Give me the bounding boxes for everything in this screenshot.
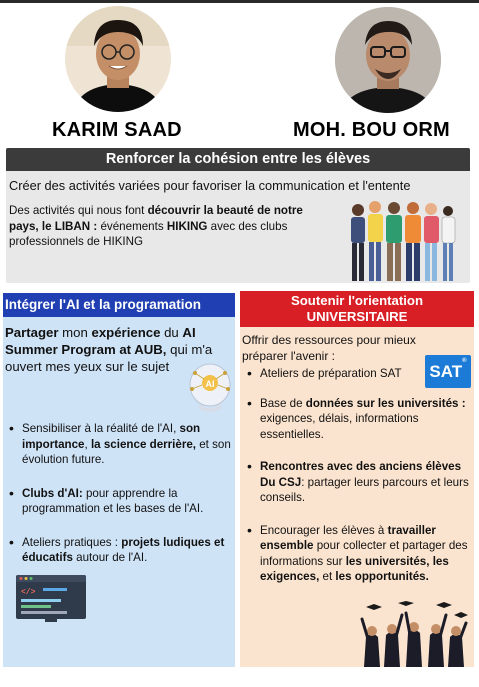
top-border-line bbox=[0, 0, 479, 3]
cohesion-body-bold: découvrir la beauté de notre pays, le LIBAN : bbox=[9, 204, 303, 233]
list-item-text: autour de l'AI. bbox=[72, 551, 148, 564]
list-item-text: Sensibiliser à la réalité de l'AI, bbox=[22, 422, 180, 435]
list-item bbox=[246, 366, 472, 382]
portrait-moh-icon bbox=[335, 7, 441, 113]
graduates-throwing-caps-illustration-icon bbox=[358, 601, 468, 667]
cohesion-title: Renforcer la cohésion entre les élèves bbox=[6, 148, 470, 171]
orientation-bullet-list bbox=[246, 366, 472, 602]
ai-intro-bold: expérience bbox=[91, 325, 161, 340]
list-item bbox=[246, 523, 472, 585]
name-moh: MOH. BOU ORM bbox=[293, 119, 450, 141]
avatar-moh bbox=[335, 7, 441, 113]
list-item bbox=[246, 396, 472, 443]
sat-logo-mark: ® bbox=[462, 358, 467, 364]
group-of-students-illustration-icon bbox=[344, 201, 456, 283]
list-item-text: pour apprendre la programmation et les bases de l'AI. bbox=[22, 486, 204, 515]
ai-intro-bold: Partager bbox=[5, 325, 59, 340]
list-item-bold: projets ludiques et éducatifs bbox=[22, 535, 225, 564]
cohesion-body-bold: HIKING bbox=[166, 219, 208, 233]
list-item-bold: travailler ensemble bbox=[260, 523, 436, 552]
list-item-bold: les opportunités. bbox=[335, 570, 429, 583]
ai-intro-text: qui m'a ouvert mes yeux sur le sujet bbox=[5, 342, 213, 374]
list-item-text: Ateliers de préparation SAT bbox=[260, 367, 402, 380]
list-item bbox=[246, 459, 472, 506]
ai-section-title: Intégrer l'AI et la programation bbox=[3, 293, 235, 317]
ai-intro-text: du bbox=[160, 325, 183, 340]
orientation-section-title: Soutenir l'orientation UNIVERSITAIRE bbox=[240, 291, 474, 327]
name-karim: KARIM SAAD bbox=[52, 119, 182, 141]
list-item-text: Base de bbox=[260, 396, 306, 410]
list-item-bold: données sur les universités : bbox=[305, 396, 466, 410]
list-item-text: , bbox=[84, 437, 91, 451]
ai-bullet-list bbox=[8, 421, 232, 584]
cohesion-body bbox=[9, 203, 331, 250]
ai-head-label: AI bbox=[205, 379, 215, 389]
ai-intro-text: mon bbox=[58, 325, 92, 340]
sat-logo-text: SAT bbox=[429, 362, 463, 381]
portrait-karim-icon bbox=[65, 6, 171, 112]
list-item bbox=[8, 486, 232, 517]
code-icon-label: </> bbox=[21, 588, 36, 597]
cohesion-card bbox=[6, 148, 470, 283]
list-item bbox=[8, 535, 232, 566]
list-item-text: Ateliers pratiques : bbox=[22, 535, 122, 549]
cohesion-subtitle: Créer des activités variées pour favoriser la communication et l'entente bbox=[9, 178, 411, 193]
list-item-bold: les universités, les exigences, bbox=[260, 554, 449, 583]
list-item-text: pour collecter et partager des informations sur bbox=[260, 539, 468, 568]
avatar-karim bbox=[65, 6, 171, 112]
orientation-intro: Offrir des ressources pour mieux préparer l'avenir : bbox=[242, 333, 416, 363]
ai-panel bbox=[3, 317, 235, 667]
code-monitor-icon bbox=[15, 574, 87, 624]
list-item-text: Encourager les élèves à bbox=[260, 523, 388, 537]
cohesion-body-text: avec des clubs professionnels de HIKING bbox=[9, 219, 288, 248]
list-item-bold: son importance bbox=[22, 422, 201, 451]
list-item-text: : partager leurs parcours et leurs conseils. bbox=[260, 475, 469, 504]
list-item-bold: Clubs d'AI: bbox=[22, 486, 83, 500]
list-item-text: exigences, délais, informations essentielles. bbox=[260, 412, 419, 441]
list-item-bold: la science derrière, bbox=[90, 437, 197, 451]
list-item-bold: Rencontres avec des anciens élèves Du CSJ bbox=[260, 460, 462, 489]
orientation-panel bbox=[240, 327, 474, 667]
list-item bbox=[8, 421, 232, 468]
ai-intro-bold: AI Summer Program at AUB, bbox=[5, 325, 196, 357]
cohesion-body-text: événements bbox=[97, 219, 167, 233]
cohesion-body-text: Des activités qui nous font bbox=[9, 204, 148, 217]
list-item-text: et bbox=[319, 570, 336, 583]
list-item-text: et son évolution future. bbox=[22, 437, 231, 466]
ai-robot-head-icon bbox=[181, 359, 235, 415]
